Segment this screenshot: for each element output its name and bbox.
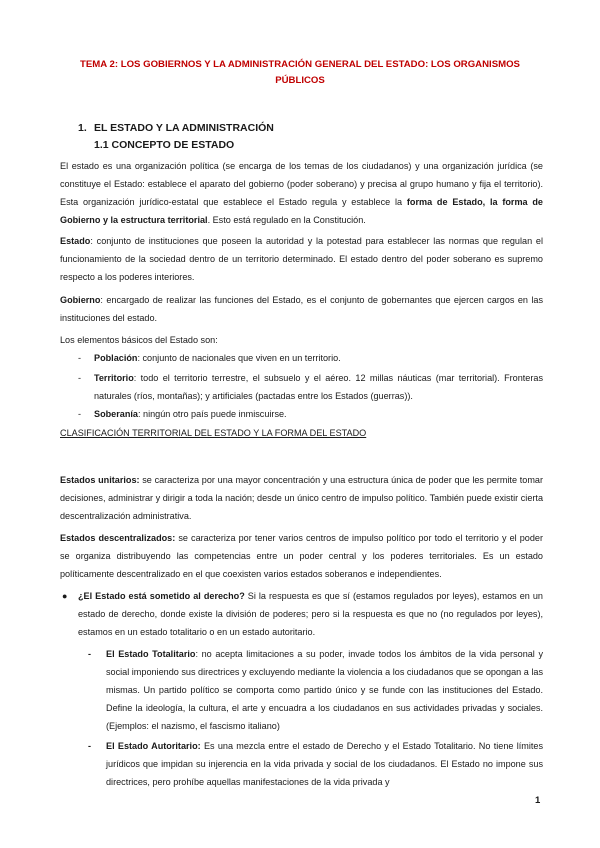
dash-marker: - xyxy=(78,373,82,383)
bullet-item xyxy=(60,588,543,642)
descentralizados-term: Estados descentralizados: xyxy=(60,533,176,543)
intro-bold: forma de Estado, la forma de Gobierno y la estructura territorial xyxy=(60,196,543,225)
estado-text: : conjunto de instituciones que poseen la autoridad y la potestad para establecer las normas que regulan el funcionamiento de la sociedad dentro de un territorio determinado. El estado dentro del poder soberano es supremo respecto a los poderes interiores. xyxy=(60,236,543,282)
section-heading-1 xyxy=(78,122,274,134)
list-item-term: Territorio xyxy=(94,373,134,383)
descentralizados-text: se caracteriza por tener varios centros de impulso político por todo el territorio y el poder se organiza distribuyendo las competencias entre un poder central y los poderes territoriales. Es un estado políticamente descentralizado en el que coexisten varios estados soberanos e independientes. xyxy=(60,533,543,579)
list-item-text: : conjunto de nacionales que viven en un territorio. xyxy=(137,353,341,363)
estado-definition xyxy=(60,233,543,287)
unitarios-text: se caracteriza por una mayor concentración y una estructura única de poder que les permite tomar decisiones, administrar y dirigir a toda la nación; desde un único centro de impulso político. También puede existir cierta descentralización administrativa. xyxy=(60,475,543,521)
bullet-marker: ● xyxy=(62,591,68,601)
intro-end: . Esto está regulado en la Constitución. xyxy=(207,214,366,225)
heading-number: 1. xyxy=(78,122,87,134)
list-item-text: : todo el territorio terrestre, el subsuelo y el aéreo. 12 millas náuticas (mar territorial). Fronteras naturales (ríos, montañas); y artificiales (pactadas entre los Estados (guerras)). xyxy=(94,373,543,401)
autoritario-term: El Estado Autoritario: xyxy=(106,741,201,751)
gobierno-definition xyxy=(60,292,543,328)
gobierno-text: : encargado de realizar las funciones del Estado, es el conjunto de gobernantes que ejercen cargos en las instituciones del estado. xyxy=(60,295,543,323)
list-item-text: : ningún otro país puede inmiscuirse. xyxy=(137,409,287,419)
dash-marker: - xyxy=(88,649,92,659)
dash-marker: - xyxy=(78,409,82,419)
elements-intro: Los elementos básicos del Estado son: xyxy=(60,335,218,345)
gobierno-term: Gobierno xyxy=(60,295,101,305)
descentralizados-paragraph xyxy=(60,530,543,584)
dash-marker: - xyxy=(78,353,82,363)
estado-term: Estado xyxy=(60,236,91,246)
list-item-term: Soberanía xyxy=(94,409,138,419)
question-text: Si la respuesta es que sí (estamos regulados por leyes), estamos en un estado de derecho, donde existe la división de poderes; pero si la respuesta es que no (no regulados por leyes), estamos en un estado totalitario o en un estado autoritario. xyxy=(78,591,543,637)
list-item-term: Población xyxy=(94,353,138,363)
totalitario-text: : no acepta limitaciones a su poder, invade todos los ámbitos de la vida personal y social imponiendo sus directrices y excluyendo mediante la violencia a los ciudadanos que se opongan a las mismas. Un partido político se comporta como partido único y se funde con las instituciones del Estado. Define la ideología, la cultura, el arte y encuadra a los ciudadanos en sus actividades privadas y sociales. (Ejemplos: el nazismo, el fascismo italiano) xyxy=(106,649,543,731)
list-item xyxy=(78,370,543,406)
heading-text: EL ESTADO Y LA ADMINISTRACIÓN xyxy=(94,122,274,134)
subsection-heading: 1.1 CONCEPTO DE ESTADO xyxy=(94,139,235,151)
totalitario-term: El Estado Totalitario xyxy=(106,649,196,659)
question-term: ¿El Estado está sometido al derecho? xyxy=(78,591,245,601)
list-item xyxy=(78,406,543,424)
list-item xyxy=(78,350,543,368)
sub-list-item xyxy=(88,646,543,736)
document-title: TEMA 2: LOS GOBIERNOS Y LA ADMINISTRACIÓN GENERAL DEL ESTADO: LOS ORGANISMOS PÚBLICOS xyxy=(80,59,520,86)
unitarios-term: Estados unitarios: xyxy=(60,475,140,485)
autoritario-text: Es una mezcla entre el estado de Derecho y el Estado Totalitario. No tiene límites jurídicos que impidan su injerencia en la vida privada y social de los ciudadanos. El Estado no impone sus directrices, pero prohíbe aquellas manifestaciones de la vida privada y xyxy=(106,741,543,787)
section-title-link: CLASIFICACIÓN TERRITORIAL DEL ESTADO Y LA FORMA DEL ESTADO xyxy=(60,428,367,438)
sub-list-item xyxy=(88,738,543,792)
unitarios-paragraph xyxy=(60,472,543,526)
intro-paragraph xyxy=(60,158,543,230)
page-number: 1 xyxy=(535,795,541,806)
intro-text: El estado es una organización política (se encarga de los temas de los ciudadanos) y una organización jurídica (se constituye el Estado: establece el aparato del gobierno (poder soberano) y precisa al grupo humano y fija el territorio). Esta organización jurídico-estatal que establece el Estado regula y establece la xyxy=(60,161,543,207)
dash-marker: - xyxy=(88,741,92,751)
